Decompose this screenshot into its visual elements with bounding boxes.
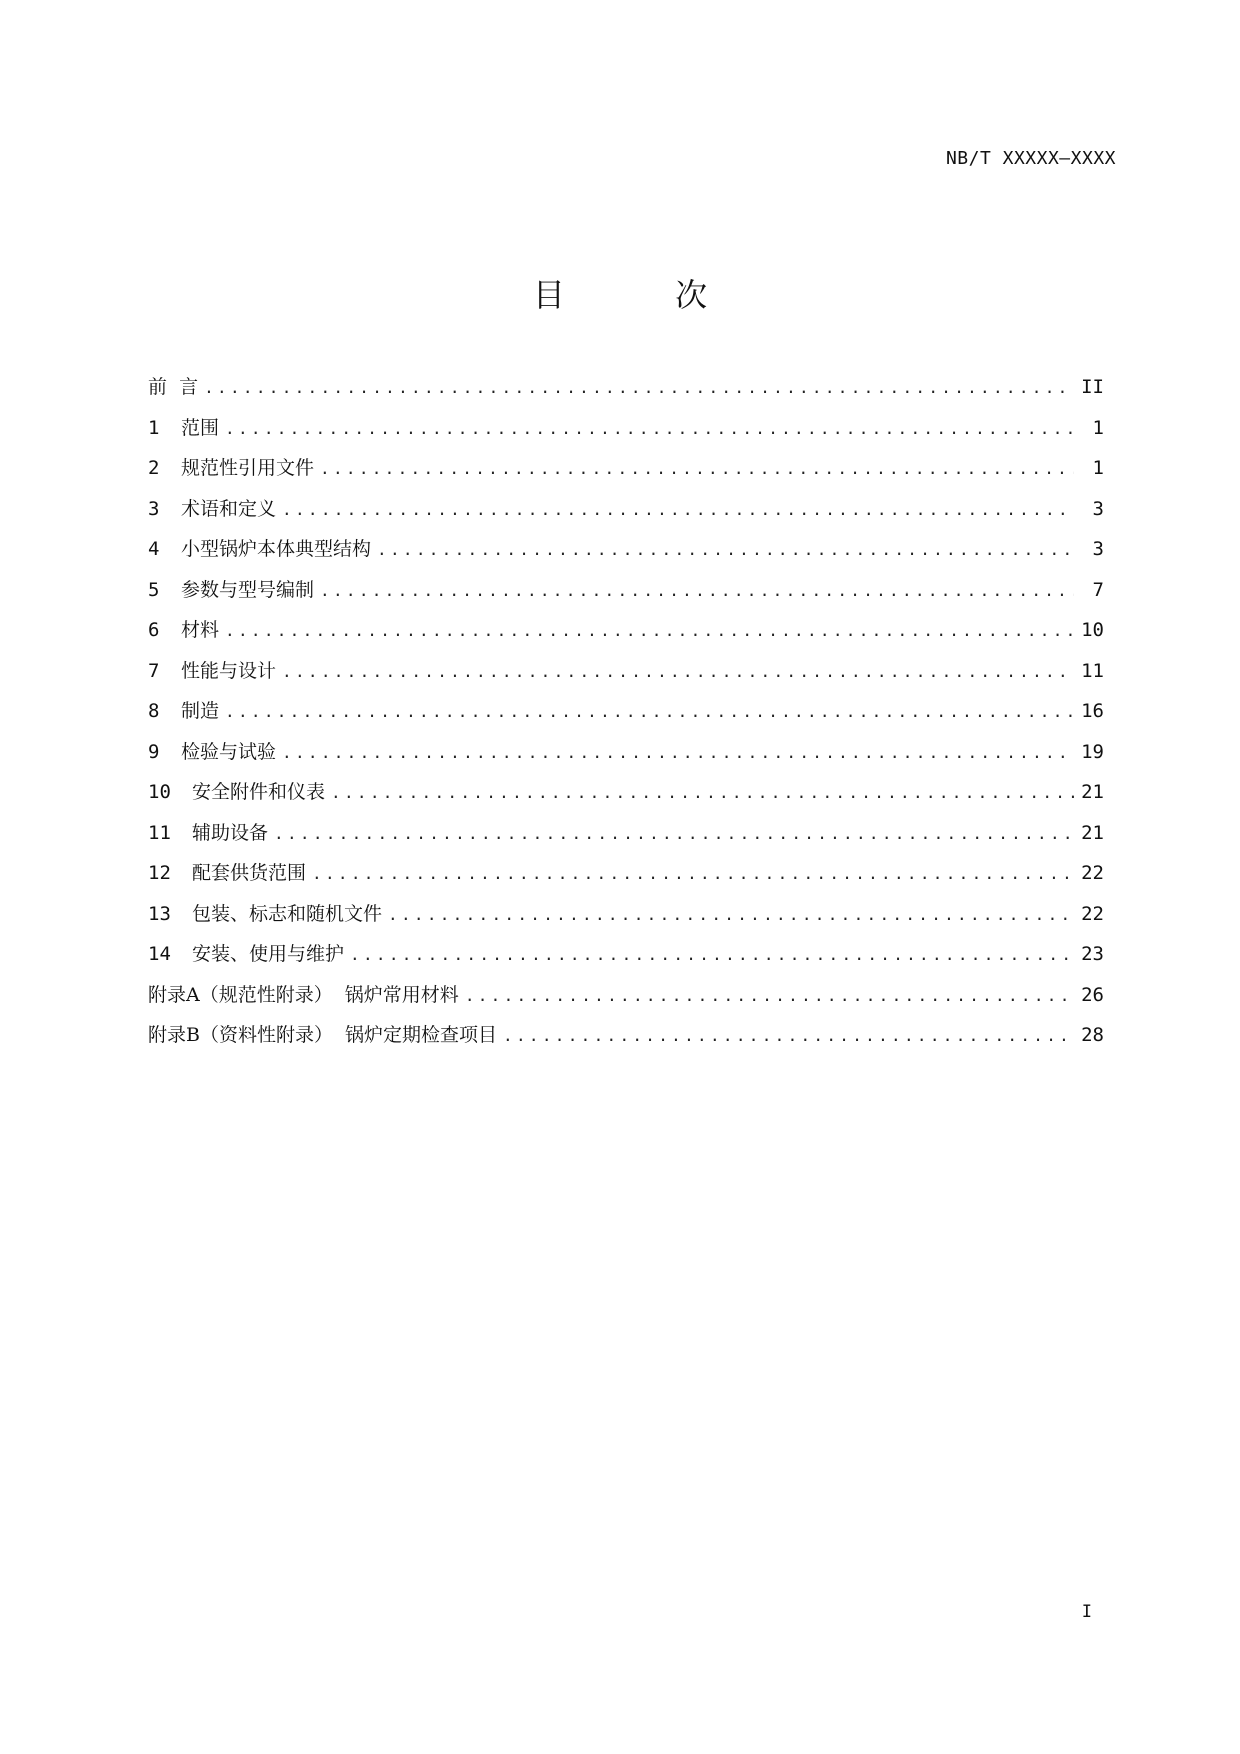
toc-dot-leader	[465, 986, 1074, 1005]
toc-dot-leader	[388, 905, 1074, 924]
toc-dot-leader	[377, 540, 1074, 559]
page-title: 目 次	[532, 276, 758, 314]
toc-entry-number: 11	[148, 821, 171, 844]
toc-entry-page: II	[1081, 376, 1104, 398]
toc-entry-3[interactable]	[148, 494, 1104, 535]
toc-entry-number: 14	[148, 943, 171, 965]
toc-dot-leader	[274, 824, 1074, 843]
toc-entry-number: 6	[148, 619, 160, 641]
toc-entry-page: 22	[1081, 862, 1104, 884]
toc-entry-annex-a[interactable]	[148, 980, 1104, 1021]
toc-entry-4[interactable]	[148, 534, 1104, 575]
toc-entry-number: 8	[148, 700, 160, 722]
toc-entry-label: 配套供货范围	[192, 862, 307, 884]
toc-entry-number: 1	[148, 416, 160, 439]
toc-entry-9[interactable]	[148, 737, 1104, 778]
toc-entry-label: 性能与设计	[181, 659, 277, 682]
toc-dot-leader	[320, 459, 1074, 478]
toc-entry-11[interactable]	[148, 818, 1104, 859]
toc-entry-page: 23	[1081, 943, 1104, 965]
toc-dot-leader	[225, 419, 1074, 438]
standard-code: NB/T XXXXX—XXXX	[945, 148, 1116, 169]
toc-entry-page: 1	[1092, 457, 1104, 479]
toc-entry-label: 制造	[181, 700, 220, 722]
toc-entry-number: 9	[148, 740, 160, 763]
toc-entry-12[interactable]	[148, 858, 1104, 899]
toc-entry-label: 包装、标志和随机文件	[192, 902, 383, 925]
toc-entry-annex-b[interactable]	[148, 1020, 1104, 1061]
toc-entry-label: 材料	[181, 619, 220, 641]
toc-entry-page: 28	[1081, 1024, 1104, 1046]
toc-entry-label: 安装、使用与维护	[192, 943, 345, 965]
toc-entry-5[interactable]	[148, 575, 1104, 616]
toc-entry-label: 术语和定义	[181, 497, 277, 520]
toc-entry-number: 13	[148, 902, 171, 925]
toc-dot-leader	[282, 500, 1074, 519]
toc-entry-label: 参数与型号编制	[181, 578, 315, 601]
toc-entry-label: 检验与试验	[181, 740, 277, 763]
toc-dot-leader	[320, 581, 1074, 600]
toc-entry-number: 5	[148, 578, 160, 601]
toc-entry-7[interactable]	[148, 656, 1104, 697]
toc-entry-label: 安全附件和仪表	[192, 781, 326, 803]
toc-entry-label: 附录B（资料性附录） 锅炉定期检查项目	[148, 1024, 498, 1046]
toc-entry-label: 规范性引用文件	[181, 457, 315, 479]
toc-entry-page: 11	[1081, 659, 1104, 682]
toc-entry-number: 3	[148, 497, 160, 520]
toc-entry-1[interactable]	[148, 413, 1104, 454]
toc-entry-page: 7	[1092, 578, 1104, 601]
toc-dot-leader	[282, 743, 1074, 762]
toc-entry-page: 3	[1092, 497, 1104, 520]
toc-entry-10[interactable]	[148, 777, 1104, 818]
toc-dot-leader	[503, 1026, 1074, 1045]
toc-entry-8[interactable]	[148, 696, 1104, 737]
toc-entry-number: 12	[148, 862, 171, 884]
toc-entry-number: 4	[148, 538, 160, 560]
toc-dot-leader	[225, 702, 1074, 721]
page-number: I	[1081, 1602, 1092, 1622]
toc-entry-page: 1	[1092, 416, 1104, 439]
toc-entry-foreword[interactable]	[148, 372, 1104, 413]
toc-entry-page: 21	[1081, 821, 1104, 844]
toc-dot-leader	[350, 945, 1074, 964]
toc-entry-2[interactable]	[148, 453, 1104, 494]
toc-entry-label: 小型锅炉本体典型结构	[181, 538, 372, 560]
toc-entry-13[interactable]	[148, 899, 1104, 940]
toc-entry-number: 2	[148, 457, 160, 479]
toc-entry-page: 26	[1081, 983, 1104, 1006]
toc-entry-label: 辅助设备	[192, 821, 269, 844]
toc-dot-leader	[225, 621, 1074, 640]
toc-entry-page: 3	[1092, 538, 1104, 560]
toc-dot-leader	[204, 378, 1074, 397]
toc-entry-number: 7	[148, 659, 160, 682]
table-of-contents	[148, 372, 1104, 1061]
toc-entry-label: 附录A（规范性附录） 锅炉常用材料	[148, 983, 459, 1006]
toc-entry-label: 前 言	[148, 376, 199, 398]
toc-dot-leader	[282, 662, 1074, 681]
toc-dot-leader	[331, 783, 1074, 802]
toc-entry-14[interactable]	[148, 939, 1104, 980]
toc-entry-page: 22	[1081, 902, 1104, 925]
toc-entry-6[interactable]	[148, 615, 1104, 656]
toc-entry-page: 21	[1081, 781, 1104, 803]
toc-entry-number: 10	[148, 781, 171, 803]
toc-entry-page: 19	[1081, 740, 1104, 763]
toc-entry-label: 范围	[181, 416, 220, 439]
toc-entry-page: 10	[1081, 619, 1104, 641]
toc-dot-leader	[312, 864, 1074, 883]
toc-entry-page: 16	[1081, 700, 1104, 722]
